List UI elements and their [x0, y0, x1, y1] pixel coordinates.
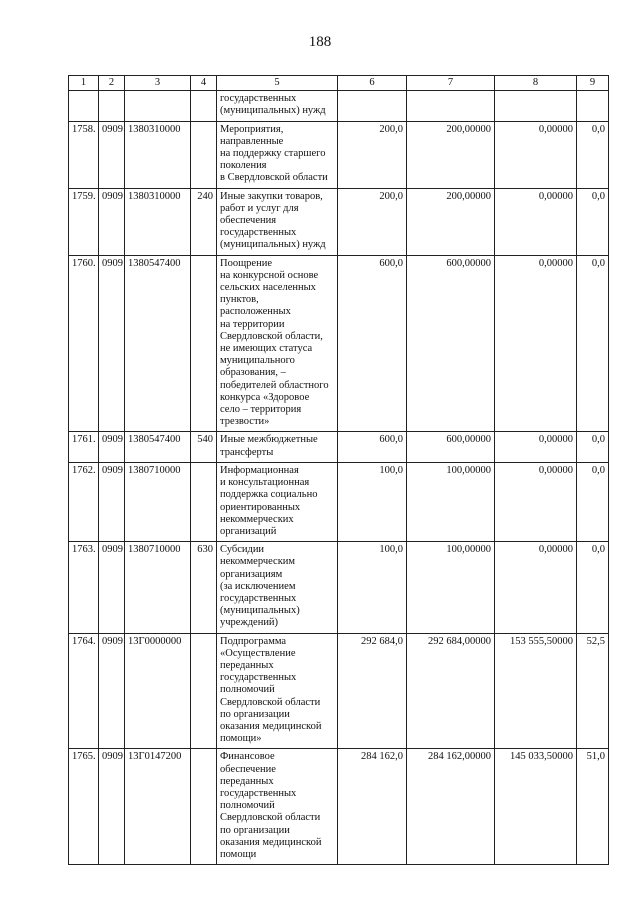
table-row	[69, 255, 609, 432]
section-code-cell: 0909	[99, 255, 125, 432]
column-header: 4	[191, 76, 217, 91]
approved-amount-cell: 292 684,00000	[407, 633, 495, 749]
expense-type-code-cell	[191, 255, 217, 432]
table-row	[69, 633, 609, 749]
target-article-code-cell: 1380310000	[125, 121, 191, 188]
item-name-cell: государственных (муниципальных) нужд	[217, 91, 338, 121]
target-article-code-cell: 13Г0000000	[125, 633, 191, 749]
planned-amount-cell: 284 162,0	[338, 749, 407, 865]
section-code-cell: 0909	[99, 633, 125, 749]
percent-executed-cell: 0,0	[577, 462, 609, 541]
target-article-code-cell: 1380710000	[125, 462, 191, 541]
header-row	[69, 76, 609, 91]
table-body	[69, 91, 609, 865]
item-name-cell: Информационная и консультационная поддержка социально ориентированных некоммерческих организаций	[217, 462, 338, 541]
item-name-cell: Субсидии некоммерческим организациям (за исключением государственных (муниципальных) учреждений)	[217, 542, 338, 633]
expense-type-code-cell	[191, 121, 217, 188]
row-number-cell: 1760.	[69, 255, 99, 432]
planned-amount-cell: 600,0	[338, 432, 407, 462]
target-article-code-cell: 1380547400	[125, 255, 191, 432]
approved-amount-cell	[407, 91, 495, 121]
percent-executed-cell: 0,0	[577, 121, 609, 188]
executed-amount-cell: 153 555,50000	[495, 633, 577, 749]
item-name-cell: Финансовое обеспечение переданных государственных полномочий Свердловской области по организации оказания медицинской помощи	[217, 749, 338, 865]
percent-executed-cell: 52,5	[577, 633, 609, 749]
row-number-cell: 1764.	[69, 633, 99, 749]
planned-amount-cell: 100,0	[338, 462, 407, 541]
expense-type-code-cell	[191, 91, 217, 121]
column-header: 7	[407, 76, 495, 91]
executed-amount-cell: 145 033,50000	[495, 749, 577, 865]
page-number: 188	[308, 34, 332, 50]
table-row	[69, 542, 609, 633]
executed-amount-cell: 0,00000	[495, 121, 577, 188]
approved-amount-cell: 100,00000	[407, 542, 495, 633]
expense-type-code-cell	[191, 633, 217, 749]
approved-amount-cell: 600,00000	[407, 432, 495, 462]
row-number-cell: 1761.	[69, 432, 99, 462]
approved-amount-cell: 200,00000	[407, 188, 495, 255]
item-name-cell: Подпрограмма «Осуществление переданных государственных полномочий Свердловской области по организации оказания медицинской помощи»	[217, 633, 338, 749]
row-number-cell: 1758.	[69, 121, 99, 188]
table-row	[69, 91, 609, 121]
planned-amount-cell	[338, 91, 407, 121]
section-code-cell	[99, 91, 125, 121]
planned-amount-cell: 100,0	[338, 542, 407, 633]
target-article-code-cell: 1380310000	[125, 188, 191, 255]
item-name-cell: Мероприятия, направленные на поддержку старшего поколения в Свердловской области	[217, 121, 338, 188]
row-number-cell	[69, 91, 99, 121]
column-header: 6	[338, 76, 407, 91]
budget-table	[68, 75, 609, 865]
percent-executed-cell: 0,0	[577, 188, 609, 255]
table-row	[69, 188, 609, 255]
target-article-code-cell	[125, 91, 191, 121]
item-name-cell: Иные межбюджетные трансферты	[217, 432, 338, 462]
section-code-cell: 0909	[99, 462, 125, 541]
section-code-cell: 0909	[99, 121, 125, 188]
expense-type-code-cell: 240	[191, 188, 217, 255]
column-header: 9	[577, 76, 609, 91]
planned-amount-cell: 600,0	[338, 255, 407, 432]
target-article-code-cell: 1380710000	[125, 542, 191, 633]
table-row	[69, 462, 609, 541]
percent-executed-cell: 0,0	[577, 432, 609, 462]
row-number-cell: 1762.	[69, 462, 99, 541]
column-header: 8	[495, 76, 577, 91]
section-code-cell: 0909	[99, 432, 125, 462]
executed-amount-cell	[495, 91, 577, 121]
percent-executed-cell: 0,0	[577, 255, 609, 432]
percent-executed-cell: 0,0	[577, 542, 609, 633]
expense-type-code-cell: 630	[191, 542, 217, 633]
table-row	[69, 121, 609, 188]
section-code-cell: 0909	[99, 749, 125, 865]
expense-type-code-cell: 540	[191, 432, 217, 462]
planned-amount-cell: 292 684,0	[338, 633, 407, 749]
column-header: 1	[69, 76, 99, 91]
section-code-cell: 0909	[99, 542, 125, 633]
column-header: 5	[217, 76, 338, 91]
executed-amount-cell: 0,00000	[495, 188, 577, 255]
item-name-cell: Иные закупки товаров, работ и услуг для обеспечения государственных (муниципальных) нужд	[217, 188, 338, 255]
approved-amount-cell: 284 162,00000	[407, 749, 495, 865]
approved-amount-cell: 200,00000	[407, 121, 495, 188]
column-header: 3	[125, 76, 191, 91]
item-name-cell: Поощрение на конкурсной основе сельских населенных пунктов, расположенных на территории Свердловской области, не имеющих статуса муниципального образования, – победителей областного конкурса «Здоровое село – территория трезвости»	[217, 255, 338, 432]
executed-amount-cell: 0,00000	[495, 542, 577, 633]
expense-type-code-cell	[191, 749, 217, 865]
planned-amount-cell: 200,0	[338, 121, 407, 188]
approved-amount-cell: 600,00000	[407, 255, 495, 432]
section-code-cell: 0909	[99, 188, 125, 255]
target-article-code-cell: 1380547400	[125, 432, 191, 462]
planned-amount-cell: 200,0	[338, 188, 407, 255]
executed-amount-cell: 0,00000	[495, 462, 577, 541]
row-number-cell: 1759.	[69, 188, 99, 255]
row-number-cell: 1763.	[69, 542, 99, 633]
approved-amount-cell: 100,00000	[407, 462, 495, 541]
expense-type-code-cell	[191, 462, 217, 541]
target-article-code-cell: 13Г0147200	[125, 749, 191, 865]
table-row	[69, 432, 609, 462]
percent-executed-cell: 51,0	[577, 749, 609, 865]
executed-amount-cell: 0,00000	[495, 432, 577, 462]
executed-amount-cell: 0,00000	[495, 255, 577, 432]
column-header: 2	[99, 76, 125, 91]
row-number-cell: 1765.	[69, 749, 99, 865]
percent-executed-cell	[577, 91, 609, 121]
table-row	[69, 749, 609, 865]
